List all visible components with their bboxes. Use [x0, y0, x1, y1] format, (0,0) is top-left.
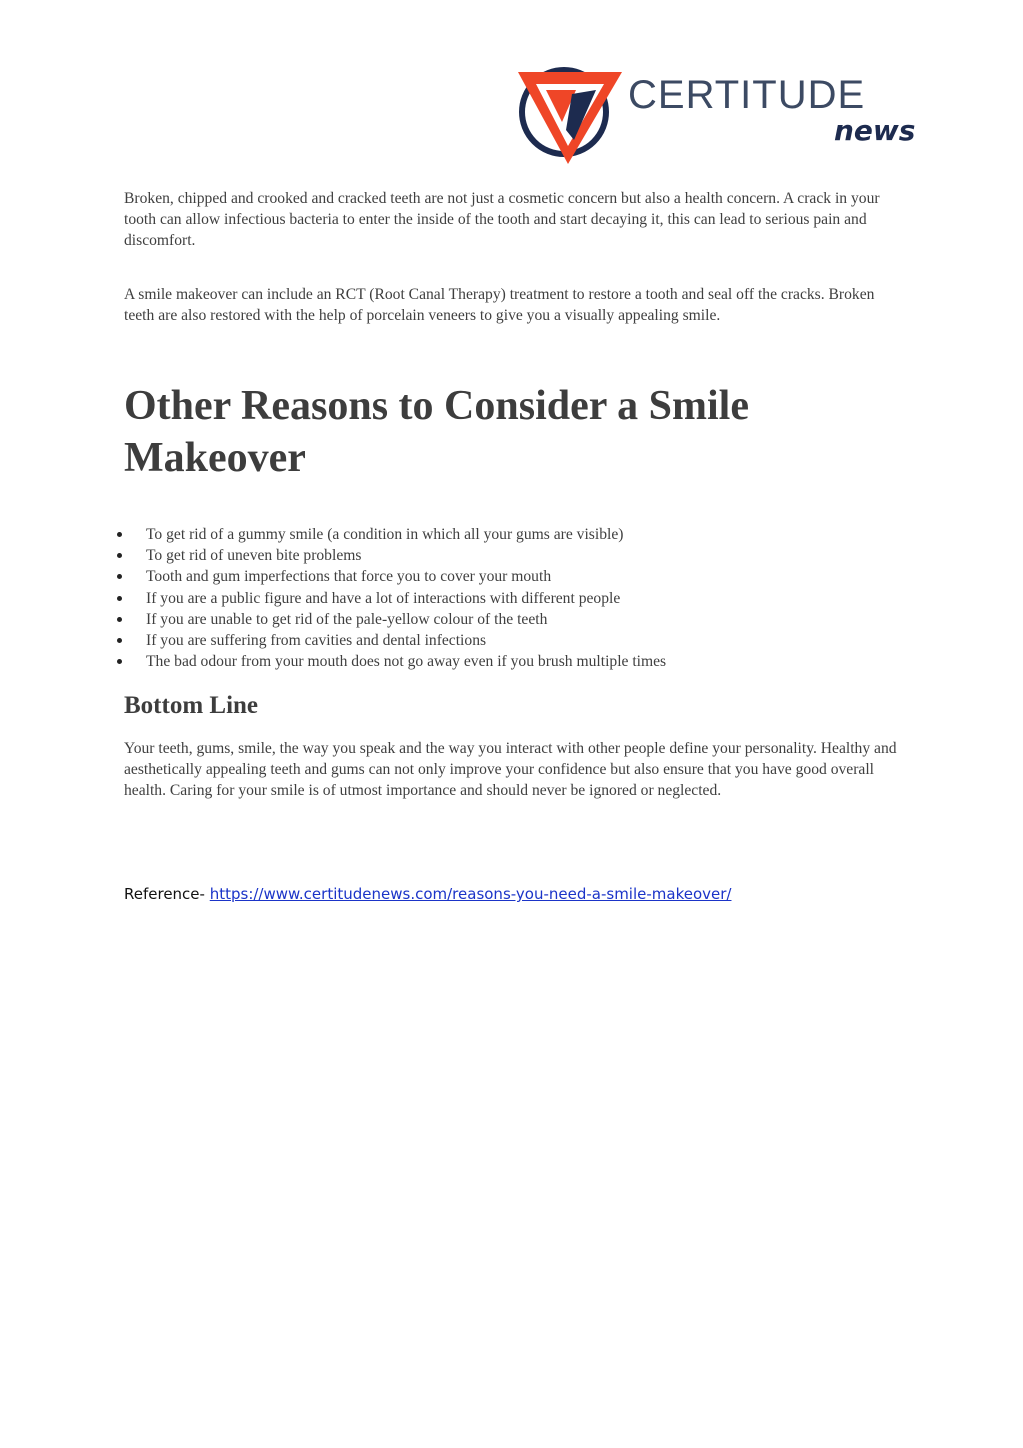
list-item — [112, 566, 912, 587]
reasons-list — [112, 524, 912, 672]
list-item — [112, 651, 912, 672]
intro-paragraph-1: Broken, chipped and crooked and cracked teeth are not just a cosmetic concern but also a health concern. A crack in your tooth can allow infectious bacteria to enter the inside of the tooth and start decaying it, this can lead to serious pain and discomfort. — [124, 190, 880, 249]
bullet-dot-icon — [117, 617, 122, 622]
bullet-dot-icon — [117, 596, 122, 601]
reference-line — [124, 884, 731, 904]
list-item-text: If you are unable to get rid of the pale-yellow colour of the teeth — [146, 610, 548, 628]
list-item-text: Tooth and gum imperfections that force you to cover your mouth — [146, 568, 552, 586]
intro-paragraph-2: A smile makeover can include an RCT (Root Canal Therapy) treatment to restore a tooth and seal off the cracks. Broken teeth are also restored with the help of porcelain veneers to give you a visually appealing smile. — [124, 286, 875, 324]
bullet-dot-icon — [117, 574, 122, 579]
list-item — [112, 545, 912, 566]
list-item-text: If you are a public figure and have a lot of interactions with different people — [146, 589, 621, 607]
certitude-news-logo — [516, 60, 916, 170]
reference-label: Reference- — [124, 885, 210, 903]
bullet-dot-icon — [117, 659, 122, 664]
list-item-text: If you are suffering from cavities and dental infections — [146, 632, 487, 650]
logo-brand-text: CERTITUDE — [628, 73, 866, 117]
main-heading: Other Reasons to Consider a Smile Makeover — [124, 383, 749, 481]
reference-link[interactable]: https://www.certitudenews.com/reasons-you-need-a-smile-makeover/ — [209, 885, 732, 903]
bottom-paragraph: Your teeth, gums, smile, the way you speak and the way you interact with other people define your personality. Healthy and aesthetically appealing teeth and gums can not only improve your confidence but also ensure that you have good overall health. Caring for your smile is of utmost importance and should never be ignored or neglected. — [124, 740, 897, 799]
list-item-text: To get rid of uneven bite problems — [146, 547, 362, 565]
bullet-dot-icon — [117, 532, 122, 537]
list-item-text: The bad odour from your mouth does not go away even if you brush multiple times — [146, 653, 667, 671]
bullet-dot-icon — [117, 553, 122, 558]
list-item — [112, 630, 912, 651]
list-item-text: To get rid of a gummy smile (a condition in which all your gums are visible) — [146, 526, 624, 543]
list-item — [112, 609, 912, 630]
bottom-line-heading: Bottom Line — [124, 692, 259, 719]
list-item — [112, 588, 912, 609]
logo-sub-text: news — [834, 114, 916, 147]
list-item — [112, 524, 912, 545]
logo-emblem-icon — [516, 60, 916, 170]
bullet-dot-icon — [117, 638, 122, 643]
